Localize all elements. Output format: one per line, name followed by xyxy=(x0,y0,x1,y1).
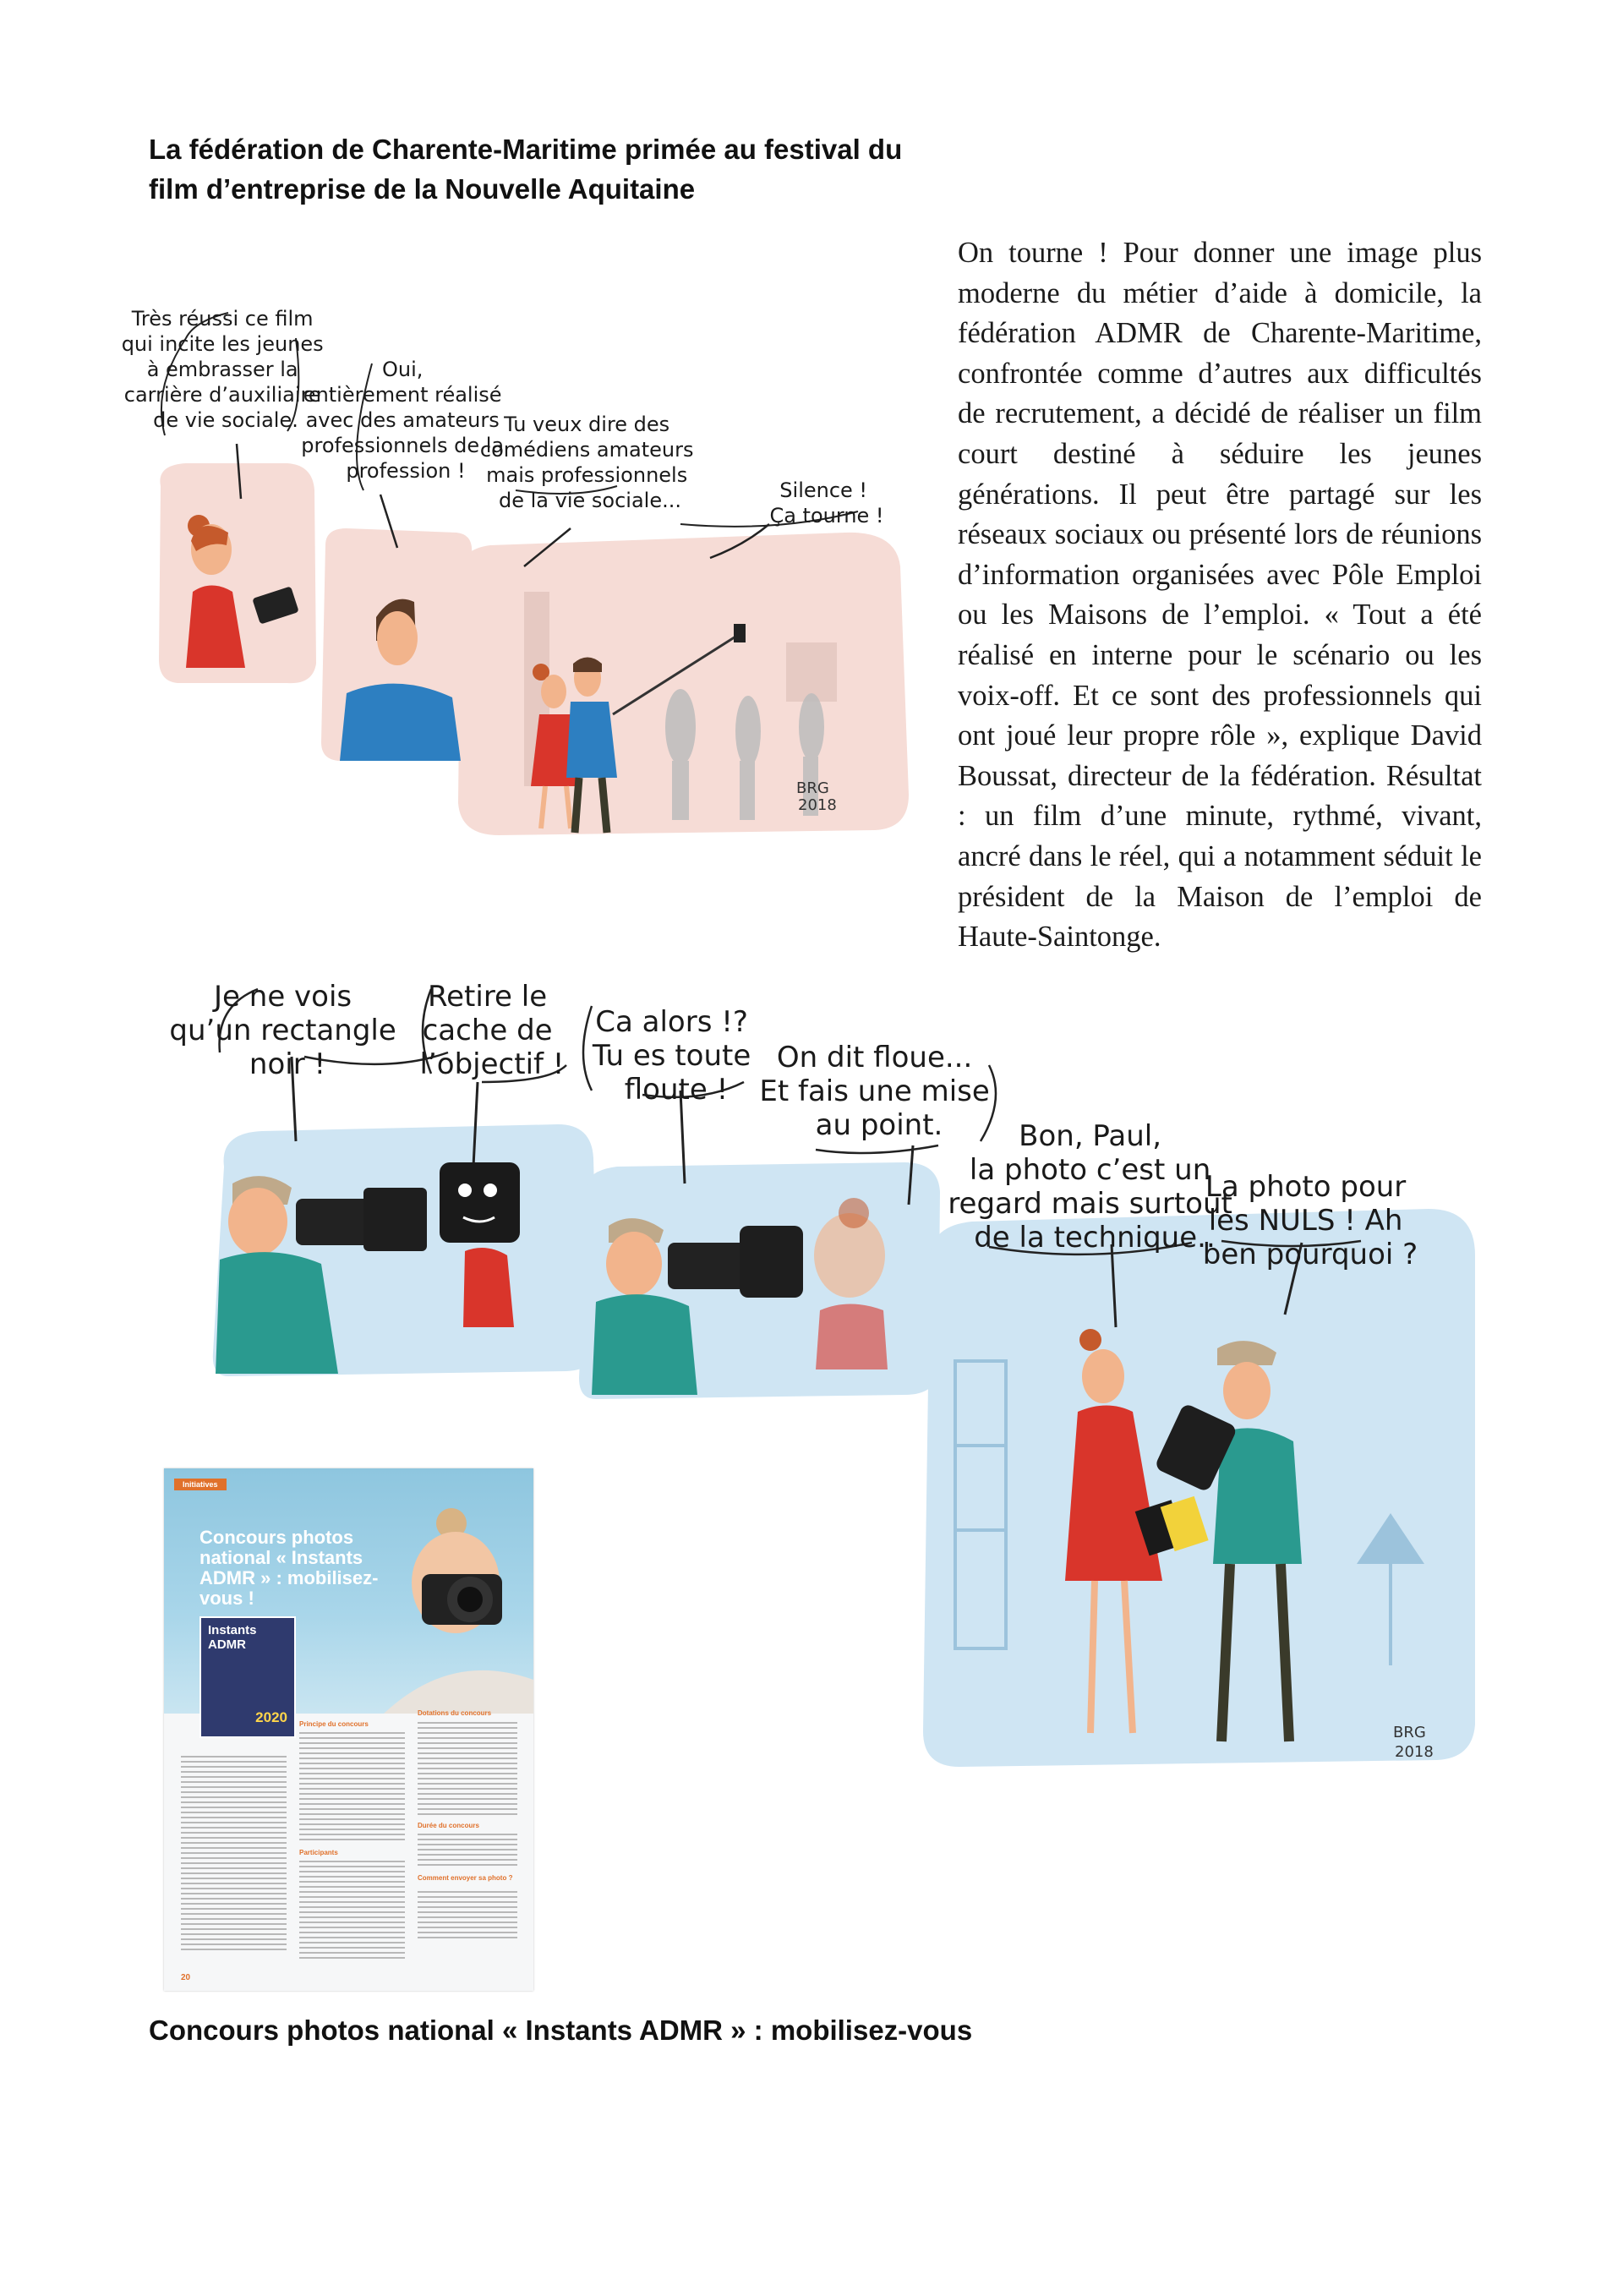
comic2-bubble-6: La photo pour les NULS ! Ah ben pourquoi ? xyxy=(1202,1170,1418,1271)
comic1-bubble-3: Tu veux dire des comédiens amateurs mais professionnels de la vie sociale... xyxy=(479,413,694,512)
comic2-bubble-3: Ca alors !? Tu es toute floute ! xyxy=(592,1005,751,1107)
comic-strip-1 xyxy=(118,287,964,837)
magazine-cover-year: 2020 xyxy=(255,1709,287,1725)
magazine-title: Concours photos national « Instants ADMR » : mobilisez-vous ! xyxy=(199,1527,379,1609)
magazine-subhead-3: Participants xyxy=(299,1849,338,1856)
magazine-text-column-4 xyxy=(418,1722,517,1815)
headline-line-2: film d’entreprise de la Nouvelle Aquitaine xyxy=(149,173,696,205)
magazine-subhead-2: Dotations du concours xyxy=(418,1709,492,1717)
comic1-signature: BRG xyxy=(796,779,829,797)
magazine-section-tag: Initiatives xyxy=(174,1479,227,1490)
magazine-text-column-2 xyxy=(299,1732,405,1842)
magazine-caption: Concours photos national « Instants ADMR » : mobilisez-vous xyxy=(149,2014,973,2046)
comic1-signature-year: 2018 xyxy=(798,796,837,814)
magazine-subhead-4: Durée du concours xyxy=(418,1822,479,1829)
magazine-page-number: 20 xyxy=(181,1973,191,1982)
comic2-bubble-4: On dit floue... Et fais une mise au point. xyxy=(759,1041,990,1142)
magazine-text-column-1 xyxy=(181,1756,287,1950)
comic2-signature-year: 2018 xyxy=(1395,1743,1434,1761)
headline-line-1: La fédération de Charente-Maritime primée au festival du xyxy=(149,134,903,165)
comic2-signature: BRG xyxy=(1393,1724,1426,1741)
article-headline xyxy=(149,129,1045,209)
magazine-text-column-5 xyxy=(418,1834,517,1867)
magazine-cover-title: Instants ADMR xyxy=(208,1623,257,1652)
magazine-subhead-5: Comment envoyer sa photo ? xyxy=(418,1874,513,1882)
comic1-bubble-1: Très réussi ce film qui incite les jeunes à embrasser la carrière d’auxiliaire de vie sociale. xyxy=(121,307,324,432)
magazine-text-column-6 xyxy=(418,1891,517,1942)
comic1-bubble-2: Oui, entièrement réalisé avec des amateurs professionnels de la profession ! xyxy=(301,358,505,483)
comic2-bubble-5: Bon, Paul, la photo c’est un regard mais surtout de la technique.. xyxy=(948,1119,1232,1255)
magazine-subhead-1: Principe du concours xyxy=(299,1720,369,1728)
article-body: On tourne ! Pour donner une image plus moderne du métier d’aide à domicile, la fédération ADMR de Charente-Maritime, confrontée comme d’autres aux difficultés de recrutement, a décidé de réaliser un film court destiné à séduire les jeunes générations. Il peut être partagé sur les réseaux sociaux ou présenté lors de réunions d’information organisées avec Pôle Emploi ou les Maisons de l’emploi. « Tout a été réalisé en interne pour le scénario ou les voix-off. Et ce sont des professionnels qui ont joué leur propre rôle », explique David Boussat, directeur de la fédération. Résultat : un film d’une minute, rythmé, vivant, ancré dans le réel, qui a notamment séduit le président de la Maison de l’emploi de Haute-Saintonge. xyxy=(958,237,1482,954)
magazine-text-column-3 xyxy=(299,1861,405,1962)
magazine-page-thumbnail xyxy=(164,1468,533,1991)
magazine-cover-poster xyxy=(199,1616,296,1738)
comic2-bubble-1: Je ne vois qu’un rectangle noir ! xyxy=(169,980,396,1081)
comic1-bubble-4: Silence ! Ça tourne ! xyxy=(769,478,884,528)
comic2-bubble-2: Retire le cache de l’objectif ! xyxy=(419,980,565,1081)
magazine-photographer-image xyxy=(375,1502,533,1714)
